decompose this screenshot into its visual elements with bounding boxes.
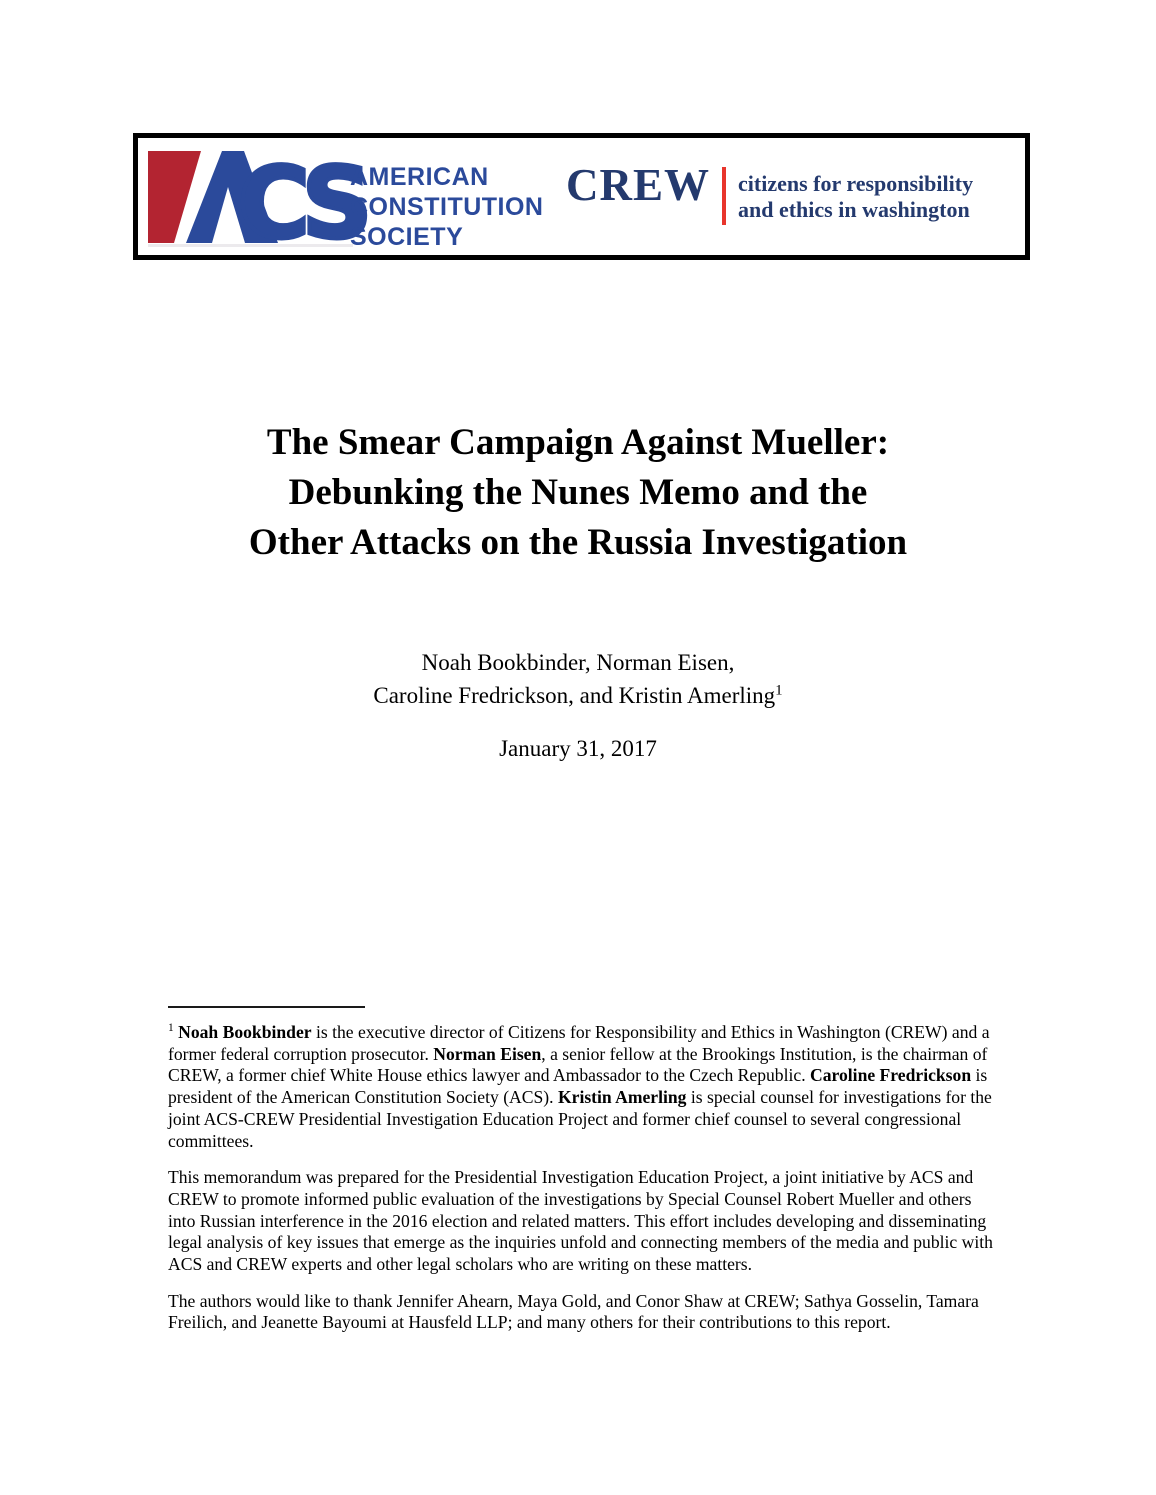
crew-divider-bar bbox=[722, 167, 726, 225]
authors-block bbox=[0, 646, 1156, 712]
acs-org-name bbox=[350, 162, 544, 252]
footnote-1-seg5: is president of the American Constitution Society (ACS). bbox=[168, 1065, 988, 1108]
footnote-1-seg1: is the executive director of Citizens for Responsibility and Ethics in Washington (CREW) and a former federal corruption prosecutor. bbox=[168, 1022, 990, 1064]
footnote-1-seg6: Kristin Amerling bbox=[557, 1087, 687, 1108]
crew-wordmark: CREW bbox=[566, 160, 711, 210]
footnote-1-seg4: Caroline Fredrickson bbox=[810, 1065, 972, 1086]
authors-line2 bbox=[0, 679, 1156, 712]
acs-logo-icon bbox=[148, 145, 363, 261]
footnote-1-seg3: , a senior fellow at the Brookings Institution, is the chairman of CREW, a former chief White House ethics lawyer and Ambassador to the Czech Republic. bbox=[168, 1043, 988, 1086]
footnote-separator-rule bbox=[168, 1006, 365, 1008]
footnote-1-seg7: is special counsel for investigations for the joint ACS-CREW Presidential Investigation Education Project and former chief counsel to several congressional committees. bbox=[168, 1087, 992, 1151]
footnote-block bbox=[168, 1022, 996, 1349]
footnote-paragraph-2: This memorandum was prepared for the Presidential Investigation Education Project, a joint initiative by ACS and CREW to promote informed public evaluation of the investigations by Special Counsel Robert Mueller and others into Russian interference in the 2016 election and related matters. This effort includes developing and disseminating legal analysis of key issues that emerge as the inquiries unfold and connecting members of the media and public with ACS and CREW experts and other legal scholars who are writing on these matters. bbox=[168, 1167, 993, 1275]
document-title-line2: Debunking the Nunes Memo and the bbox=[288, 472, 868, 513]
document-title-line3: Other Attacks on the Russia Investigation bbox=[248, 522, 908, 563]
crew-tagline-line2: and ethics in washington bbox=[738, 197, 970, 222]
footnote-1-marker: 1 bbox=[168, 1022, 174, 1035]
authors-footnote-marker: 1 bbox=[775, 682, 783, 699]
footnote-paragraph-3: The authors would like to thank Jennifer Ahearn, Maya Gold, and Conor Shaw at CREW; Sathya Gosselin, Tamara Freilich, and Jeanette Bayoumi at Hausfeld LLP; and many others for their contributions to this report. bbox=[168, 1290, 979, 1333]
acs-org-name-line2: CONSTITUTION bbox=[350, 193, 544, 221]
crew-tagline bbox=[738, 171, 973, 223]
authors-line1: Noah Bookbinder, Norman Eisen, bbox=[421, 650, 735, 675]
acs-logo-cs-letters: CS bbox=[238, 147, 363, 261]
authors-line2-text: Caroline Fredrickson, and Kristin Amerling bbox=[373, 683, 776, 708]
crew-tagline-line1: citizens for responsibility bbox=[738, 171, 974, 196]
acs-org-name-line3: SOCIETY bbox=[350, 223, 464, 251]
acs-org-name-line1: AMERICAN bbox=[350, 163, 489, 191]
acs-logo-bottom-artifact bbox=[148, 244, 353, 247]
footnote-1-seg0: Noah Bookbinder bbox=[178, 1022, 312, 1042]
header-logo-box bbox=[133, 133, 1030, 260]
document-title-line1: The Smear Campaign Against Mueller: bbox=[266, 422, 890, 463]
document-date: January 31, 2017 bbox=[499, 736, 657, 761]
footnote-1-seg2: Norman Eisen bbox=[433, 1043, 542, 1064]
document-title bbox=[0, 418, 1156, 568]
footnote-1-paragraph bbox=[168, 1022, 996, 1152]
